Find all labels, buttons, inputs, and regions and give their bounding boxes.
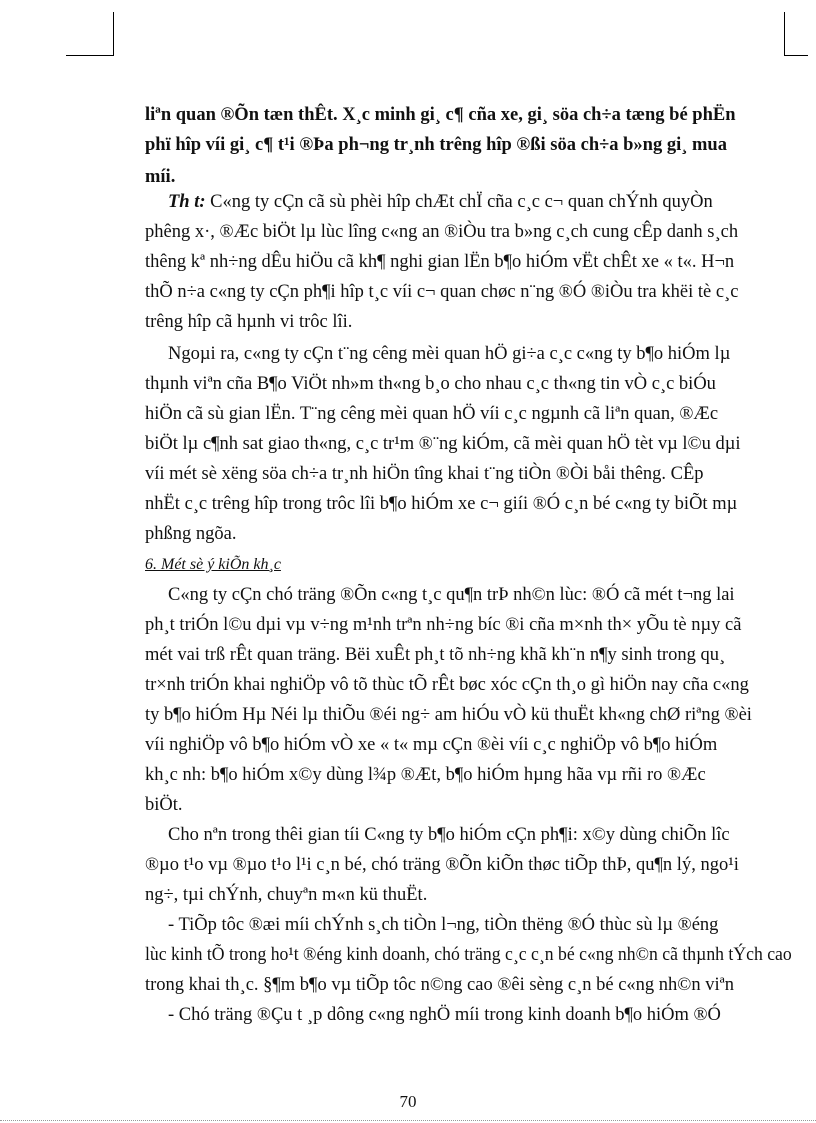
crop-mark-top-right-vertical — [784, 12, 785, 56]
paragraph-line: ®µo t¹o vµ ®µo t¹o l¹i c¸n bé, chó träng ®Õn kiÕn thøc tiÕp thÞ, qu¶n lý, ngo¹i — [145, 855, 739, 875]
paragraph-line: phßng ngõa. — [145, 524, 237, 544]
paragraph-line: víi nghiÖp vô b¶o hiÓm vÒ xe « t« mµ cÇn ®èi víi c¸c nghiÖp vô b¶o hiÓm — [145, 735, 718, 755]
crop-mark-top-left-vertical — [113, 12, 114, 56]
intro-line: liªn quan ®Õn tæn thÊt. X¸c minh gi¸ c¶ cña xe, gi¸ söa ch÷a tæng bé phËn — [145, 105, 736, 125]
paragraph-line: hiÖn cã sù gian lËn. T¨ng cêng mèi quan hÖ víi c¸c ngµnh cã liªn quan, ®Æc — [145, 404, 719, 424]
paragraph-line: mét vai trß rÊt quan träng. Bëi xuÊt ph¸t tõ nh÷ng khã kh¨n n¶y sinh trong qu¸ — [145, 645, 726, 665]
paragraph-line: ng÷, tµi chÝnh, chuyªn m«n kü thuËt. — [145, 885, 428, 905]
footer-rule — [0, 1120, 816, 1121]
section-heading: 6. Mét sè ý kiÕn kh¸c — [145, 556, 281, 573]
paragraph-text: C«ng ty cÇn cã sù phèi hîp chÆt chÏ cña c¸c c¬ quan chÝnh quyÒn — [210, 192, 713, 212]
paragraph-line: víi mét sè xëng söa ch÷a tr¸nh hiÖn tîng khai t¨ng tiÒn ®Òi båi thêng. CÊp — [145, 464, 704, 484]
bullet-line: trong khai th¸c. §¶m b¶o vµ tiÕp tôc n©ng cao ®êi sèng c¸n bé c«ng nh©n viªn — [145, 975, 734, 995]
bullet-line: lùc kinh tÕ trong ho¹t ®éng kinh doanh, chó träng c¸c c¸n bé c«ng nh©n cã thµnh tÝch cao — [145, 945, 792, 965]
bullet-line: - Chó träng ®Çu t ¸p dông c«ng nghÖ míi trong kinh doanh b¶o hiÓm ®Ó — [168, 1005, 721, 1025]
paragraph-line: thêng kª nh÷ng dÊu hiÖu cã kh¶ nghi gian lËn b¶o hiÓm vËt chÊt xe « t«. H¬n — [145, 252, 735, 272]
bullet-line: - TiÕp tôc ®æi míi chÝnh s¸ch tiÒn l¬ng, tiÒn thëng ®Ó thùc sù lµ ®éng — [168, 915, 719, 935]
paragraph-line: C«ng ty cÇn chó träng ®Õn c«ng t¸c qu¶n trÞ nh©n lùc: ®Ó cã mét t¬ng lai — [168, 585, 735, 605]
paragraph-line: trêng hîp cã hµnh vi trôc lîi. — [145, 312, 353, 332]
paragraph-line: ph¸t triÓn l©u dµi vµ v÷ng m¹nh trªn nh÷ng bíc ®i cña m×nh th× yÕu tè nµy cã — [145, 615, 742, 635]
intro-line: míi. — [145, 167, 176, 187]
paragraph-line: Ngoµi ra, c«ng ty cÇn t¨ng cêng mèi quan hÖ gi÷a c¸c c«ng ty b¶o hiÓm lµ — [168, 344, 731, 364]
intro-line: phï hîp víi gi¸ c¶ t¹i ®Þa ph¬ng tr¸nh trêng hîp ®ßi söa ch÷a b»ng gi¸ mua — [145, 135, 727, 155]
paragraph-line: biÖt. — [145, 795, 183, 815]
paragraph-line: ty b¶o hiÓm Hµ Néi lµ thiÕu ®éi ng÷ am hiÓu vÒ kü thuËt kh«ng chØ riªng ®èi — [145, 705, 752, 725]
paragraph-line: thµnh viªn cña B¶o ViÖt nh»m th«ng b¸o cho nhau c¸c th«ng tin vÒ c¸c biÓu — [145, 374, 716, 394]
paragraph-line: Cho nªn trong thêi gian tíi C«ng ty b¶o hiÓm cÇn ph¶i: x©y dùng chiÕn lîc — [168, 825, 730, 845]
page-number: 70 — [399, 1092, 417, 1111]
paragraph-line: nhËt c¸c trêng hîp trong trôc lîi b¶o hiÓm xe c¬ giíi ®Ó c¸n bé c«ng ty biÕt mµ — [145, 494, 738, 514]
paragraph-line: phêng x·, ®Æc biÖt lµ lùc lîng c«ng an ®iÒu tra b»ng c¸ch cung cÊp danh s¸ch — [145, 222, 739, 242]
paragraph-line: kh¸c nh: b¶o hiÓm x©y dùng l¾p ®Æt, b¶o hiÓm hµng hãa vµ rñi ro ®Æc — [145, 765, 706, 785]
paragraph-line — [168, 190, 713, 214]
crop-mark-top-right-horizontal — [784, 55, 808, 56]
paragraph-label: Th t: — [168, 192, 206, 212]
paragraph-line: biÖt lµ c¶nh sat giao th«ng, c¸c tr¹m ®¨ng kiÓm, cã mèi quan hÖ tèt vµ l©u dµi — [145, 434, 741, 454]
paragraph-line: tr×nh triÓn khai nghiÖp vô tõ thùc tÕ rÊt bøc xóc cÇn th¸o gì hiÖn nay cña c«ng — [145, 675, 749, 695]
paragraph-line: thÕ n÷a c«ng ty cÇn ph¶i hîp t¸c víi c¬ quan chøc n¨ng ®Ó ®iÒu tra khëi tè c¸c — [145, 282, 739, 302]
crop-mark-top-left-horizontal — [66, 55, 114, 56]
